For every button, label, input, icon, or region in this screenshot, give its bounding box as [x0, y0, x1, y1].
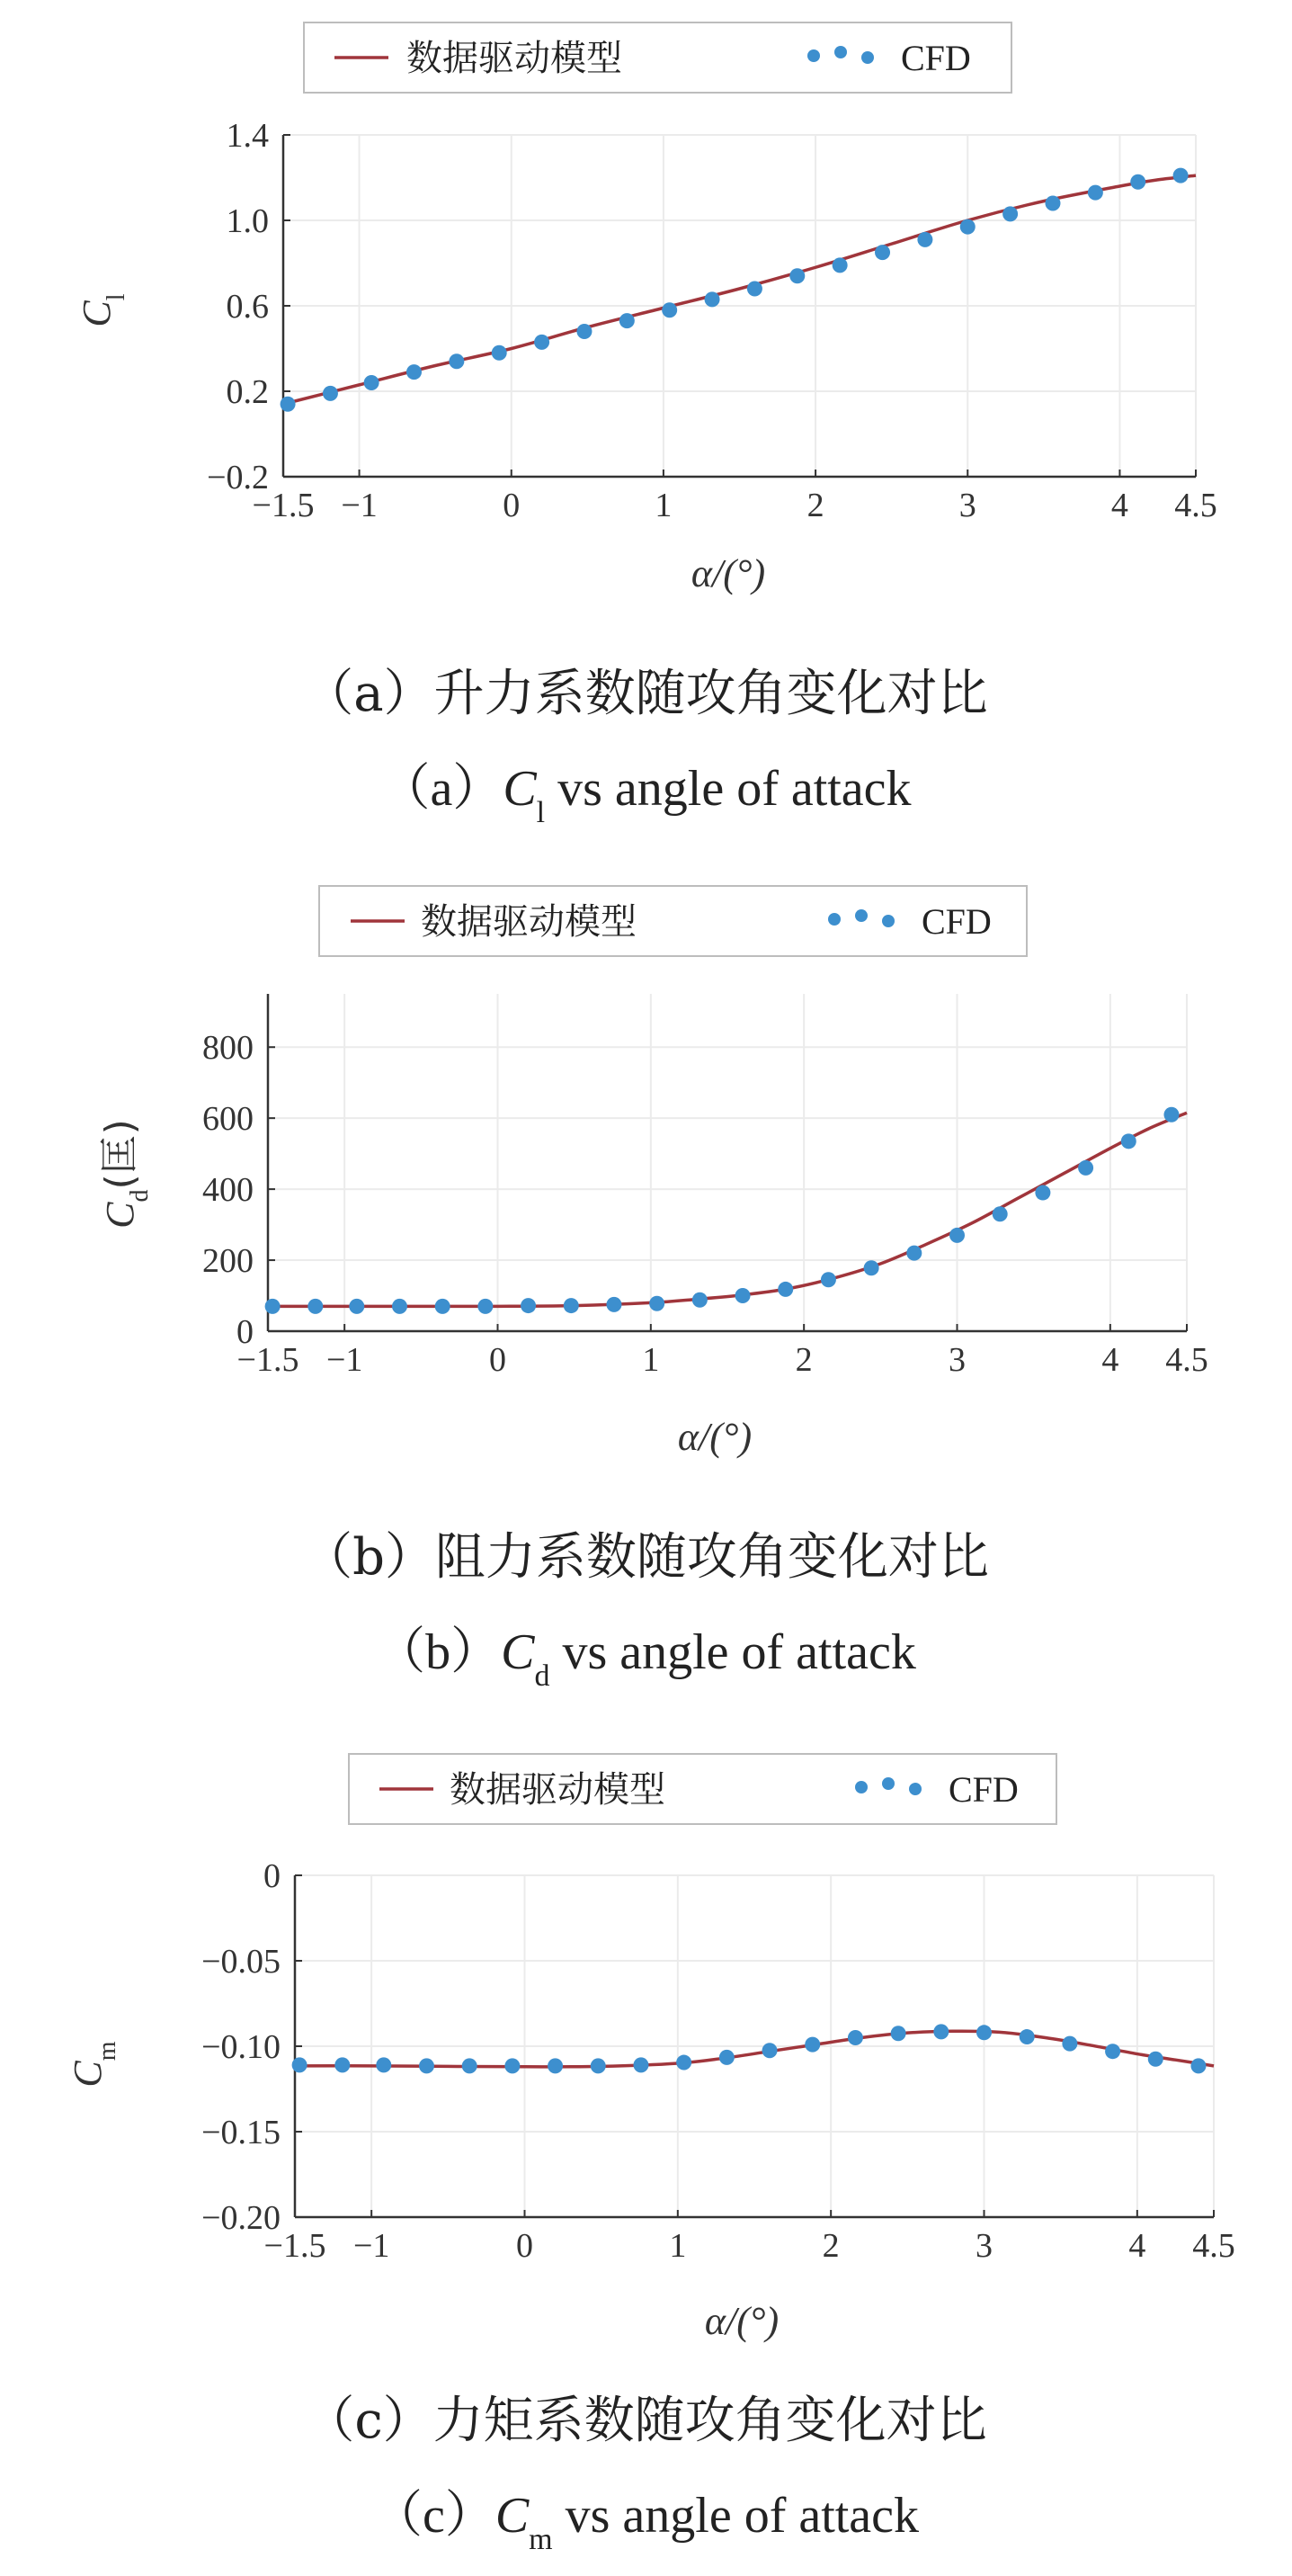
x-tick-label-a-4: 2 — [806, 487, 824, 524]
cfd-point-c-15 — [933, 2024, 949, 2039]
cfd-point-a-11 — [747, 282, 762, 297]
cfd-point-a-1 — [323, 386, 338, 401]
legend-c-cfd-dot-2 — [882, 1777, 895, 1790]
x-tick-label-a-3: 1 — [655, 487, 673, 524]
cfd-point-b-4 — [435, 1299, 450, 1314]
x-axis-label-c: α/(°) — [704, 2299, 780, 2343]
cfd-point-a-17 — [1002, 206, 1018, 221]
cfd-point-b-10 — [692, 1292, 708, 1308]
legend-b-model-label: 数据驱动模型 — [421, 901, 637, 943]
cfd-point-b-0 — [265, 1299, 281, 1314]
y-tick-label-a-1: 0.2 — [226, 373, 269, 411]
cfd-point-a-3 — [406, 364, 422, 380]
cfd-point-b-20 — [1121, 1133, 1136, 1149]
y-tick-label-b-3: 600 — [202, 1100, 254, 1139]
cfd-point-a-0 — [281, 397, 296, 412]
cfd-point-c-11 — [762, 2043, 778, 2058]
cfd-point-c-13 — [848, 2030, 863, 2045]
cfd-point-a-18 — [1045, 196, 1060, 211]
cfd-point-a-19 — [1088, 185, 1103, 201]
cfd-point-b-5 — [477, 1299, 493, 1314]
x-tick-label-b-0: −1.5 — [236, 1341, 299, 1379]
cfd-point-b-7 — [564, 1298, 579, 1313]
x-tick-label-b-7: 4.5 — [1165, 1341, 1208, 1379]
caption-a-cn: （a）升力系数随攻角变化对比 — [303, 665, 988, 723]
cfd-point-c-9 — [676, 2055, 691, 2071]
cfd-point-c-8 — [633, 2057, 648, 2072]
cfd-point-a-13 — [833, 257, 848, 273]
legend-c — [349, 1754, 1056, 1824]
cfd-point-c-1 — [334, 2057, 350, 2072]
legend-a-cfd-dot-1 — [807, 49, 820, 62]
cfd-point-a-5 — [492, 345, 507, 361]
cfd-point-c-6 — [548, 2058, 563, 2073]
cfd-point-c-14 — [891, 2026, 906, 2041]
caption-b-cn: （b）阻力系数随攻角变化对比 — [302, 1528, 989, 1587]
cfd-point-a-2 — [364, 375, 379, 390]
x-axis-label-b: α/(°) — [677, 1415, 753, 1459]
cfd-point-a-6 — [534, 335, 549, 350]
caption-b-en: $(b)C_d$ vs angle of attack — [375, 1624, 916, 1693]
cfd-point-c-2 — [376, 2057, 391, 2072]
cfd-point-b-1 — [307, 1299, 323, 1314]
cfd-point-b-15 — [906, 1246, 922, 1261]
cfd-points-b — [265, 1107, 1180, 1314]
cfd-point-a-9 — [662, 302, 677, 318]
legend-b-cfd-dot-3 — [882, 915, 895, 927]
cfd-point-b-2 — [349, 1299, 364, 1314]
cfd-point-c-18 — [1062, 2036, 1077, 2052]
x-tick-label-a-1: −1 — [341, 487, 378, 524]
grid-b — [268, 994, 1187, 1331]
y-axis-label-b: $C_d$(匡) — [97, 1119, 154, 1229]
caption-c-en: $(c)C_m$ vs angle of attack — [371, 2488, 920, 2556]
x-tick-label-c-6: 4 — [1128, 2227, 1146, 2265]
cfd-point-a-7 — [576, 324, 592, 339]
cfd-point-c-17 — [1020, 2029, 1035, 2044]
x-tick-label-c-4: 2 — [822, 2227, 840, 2265]
legend-c-cfd-dot-1 — [855, 1781, 868, 1793]
panel-c-moment — [66, 1754, 1235, 2556]
x-tick-label-c-3: 1 — [669, 2227, 687, 2265]
y-tick-label-b-1: 200 — [202, 1242, 254, 1281]
legend-c-model-label: 数据驱动模型 — [450, 1769, 665, 1811]
cfd-point-a-14 — [875, 245, 890, 260]
legend-b-cfd-label: CFD — [922, 901, 992, 942]
x-tick-label-a-2: 0 — [503, 487, 521, 524]
y-tick-label-b-2: 400 — [202, 1171, 254, 1210]
caption-a-en: $(a)C_l$ vs angle of attack — [379, 761, 912, 829]
cfd-point-c-21 — [1190, 2058, 1206, 2073]
cfd-point-c-19 — [1105, 2044, 1120, 2059]
cfd-point-b-6 — [521, 1298, 536, 1313]
y-tick-label-c-2: −0.10 — [201, 2028, 281, 2066]
y-tick-label-c-3: −0.05 — [201, 1943, 281, 1981]
cfd-point-a-4 — [449, 353, 464, 369]
cfd-point-c-0 — [292, 2057, 307, 2072]
y-tick-label-c-0: −0.20 — [201, 2199, 281, 2237]
x-tick-label-c-1: −1 — [352, 2227, 390, 2265]
cfd-points-c — [292, 2024, 1207, 2073]
legend-b — [319, 886, 1027, 956]
x-tick-label-c-7: 4.5 — [1192, 2227, 1235, 2265]
legend-b-cfd-dot-2 — [855, 909, 868, 922]
y-tick-label-b-0: 0 — [236, 1313, 254, 1351]
x-tick-label-c-2: 0 — [516, 2227, 533, 2265]
cfd-point-b-21 — [1163, 1107, 1179, 1123]
cfd-point-a-21 — [1173, 168, 1189, 183]
x-tick-label-a-7: 4.5 — [1174, 487, 1217, 524]
cfd-point-c-16 — [976, 2025, 992, 2040]
x-axis-label-a: α/(°) — [691, 551, 766, 595]
y-ticks-b — [202, 1029, 275, 1351]
cfd-point-c-5 — [504, 2058, 520, 2073]
x-tick-label-b-6: 4 — [1101, 1341, 1119, 1379]
x-tick-label-b-4: 2 — [795, 1341, 813, 1379]
cfd-point-a-16 — [960, 219, 976, 235]
model-line-b — [268, 1113, 1187, 1306]
legend-a-cfd-label: CFD — [901, 38, 971, 78]
cfd-point-b-16 — [949, 1228, 965, 1243]
legend-a-model-label: 数据驱动模型 — [406, 38, 622, 79]
y-tick-label-a-3: 1.0 — [226, 202, 269, 240]
x-tick-label-a-0: −1.5 — [252, 487, 315, 524]
cfd-point-b-14 — [864, 1260, 879, 1275]
cfd-point-c-3 — [419, 2058, 434, 2073]
x-tick-label-a-6: 4 — [1110, 487, 1128, 524]
x-tick-label-b-5: 3 — [949, 1341, 966, 1379]
cfd-point-b-9 — [649, 1296, 664, 1311]
x-tick-label-b-2: 0 — [489, 1341, 506, 1379]
y-ticks-c — [201, 1857, 302, 2237]
cfd-point-a-8 — [619, 313, 635, 328]
cfd-point-c-7 — [591, 2058, 606, 2073]
axes-b — [268, 994, 1187, 1331]
caption-c-cn: （c）力矩系数随攻角变化对比 — [304, 2392, 987, 2450]
cfd-point-b-3 — [392, 1299, 407, 1314]
cfd-point-c-4 — [462, 2058, 477, 2073]
cfd-point-a-15 — [917, 232, 932, 247]
x-tick-label-b-1: −1 — [325, 1341, 363, 1379]
cfd-point-b-18 — [1035, 1185, 1050, 1201]
legend-a — [304, 22, 1011, 93]
y-tick-label-c-1: −0.15 — [201, 2114, 281, 2151]
y-tick-label-c-4: 0 — [263, 1857, 281, 1895]
cfd-point-c-10 — [719, 2050, 735, 2065]
legend-c-cfd-dot-3 — [909, 1783, 922, 1795]
cfd-point-b-19 — [1078, 1160, 1093, 1176]
x-tick-label-c-0: −1.5 — [263, 2227, 326, 2265]
cfd-point-a-12 — [789, 268, 805, 283]
x-tick-label-b-3: 1 — [642, 1341, 660, 1379]
cfd-point-b-11 — [735, 1288, 751, 1303]
cfd-point-b-12 — [778, 1282, 793, 1297]
legend-c-cfd-label: CFD — [949, 1769, 1019, 1810]
panel-b-drag — [97, 886, 1208, 1693]
y-tick-label-b-4: 800 — [202, 1029, 254, 1068]
grid-a — [283, 135, 1196, 477]
y-axis-label-c: $C_m$ — [66, 2041, 121, 2088]
cfd-point-c-20 — [1148, 2052, 1163, 2067]
y-tick-label-a-0: −0.2 — [207, 459, 269, 496]
panel-a-lift — [75, 22, 1217, 829]
y-tick-label-a-2: 0.6 — [226, 288, 269, 326]
y-tick-label-a-4: 1.4 — [226, 117, 269, 155]
x-tick-label-c-5: 3 — [976, 2227, 993, 2265]
cfd-point-b-8 — [606, 1297, 621, 1312]
legend-a-cfd-dot-2 — [834, 46, 847, 58]
y-ticks-a — [207, 117, 290, 496]
cfd-point-b-17 — [993, 1206, 1008, 1221]
x-tick-label-a-5: 3 — [958, 487, 976, 524]
y-axis-label-a: $C_l$ — [75, 293, 130, 327]
cfd-point-a-20 — [1130, 174, 1145, 190]
cfd-point-b-13 — [821, 1272, 836, 1287]
legend-a-cfd-dot-3 — [861, 51, 874, 64]
cfd-point-a-10 — [705, 291, 720, 307]
legend-b-cfd-dot-1 — [828, 913, 841, 926]
cfd-point-c-12 — [805, 2037, 820, 2053]
